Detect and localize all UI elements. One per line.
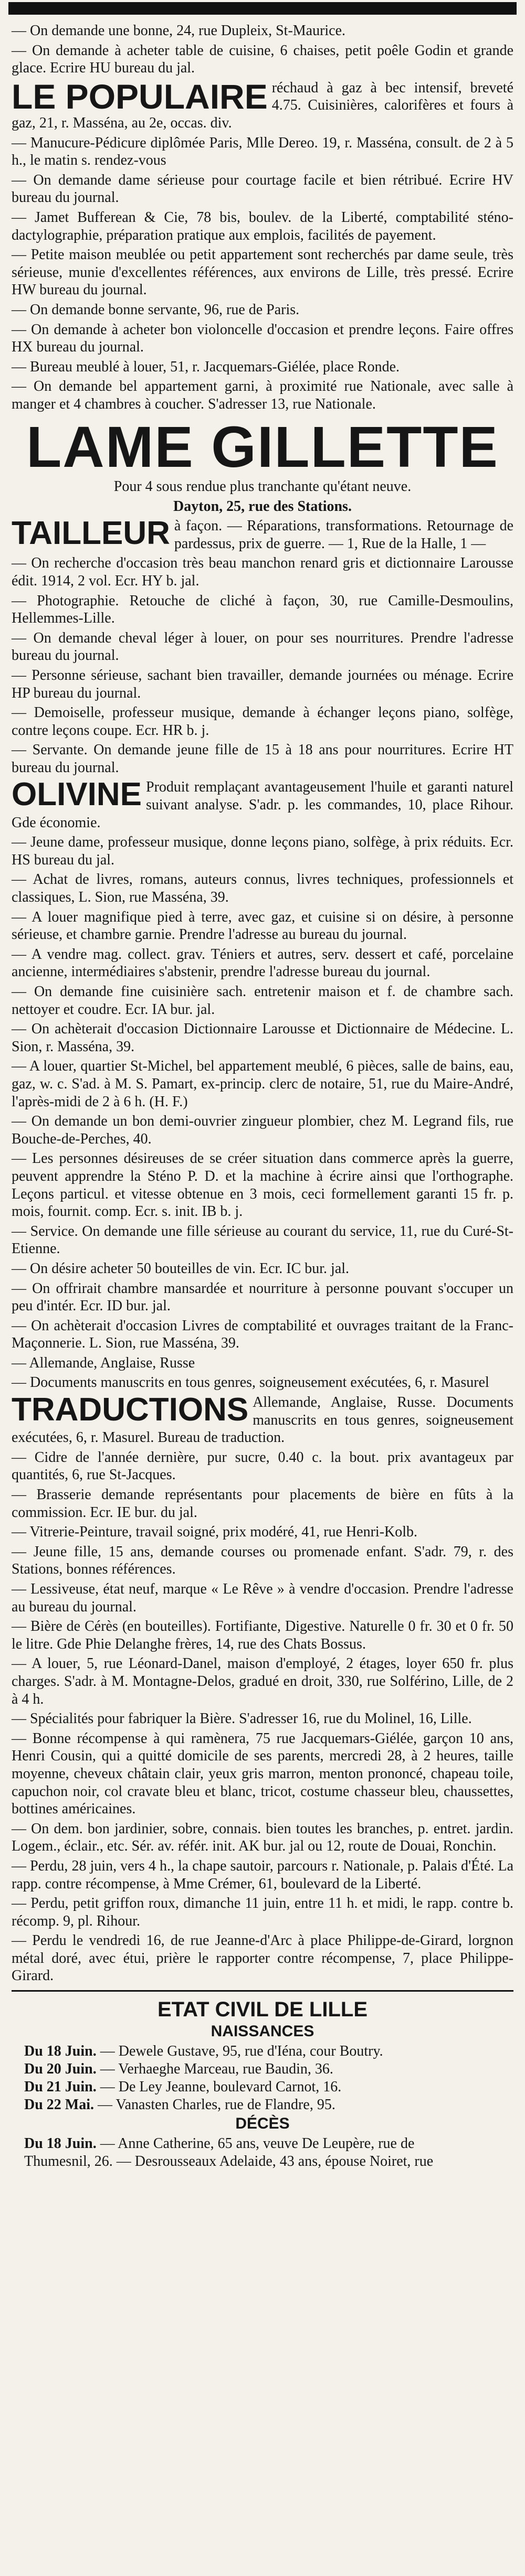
- classified-ad: — On désire acheter 50 bouteilles de vin. Ecr. IC bur. jal.: [12, 1260, 350, 1277]
- etat-civil-title: ETAT CIVIL DE LILLE: [158, 1998, 368, 2022]
- classified-ad: — Jeune fille, 15 ans, demande courses ou promenade enfant. S'adr. 79, r. des Stations, bonnes références.: [12, 1543, 513, 1578]
- death-entry: Du 18 Juin. — Anne Catherine, 65 ans, veuve De Leupère, rue de: [24, 2135, 415, 2152]
- birth-entry: Du 20 Juin. — Verhaeghe Marceau, rue Baudin, 36.: [24, 2061, 333, 2078]
- birth-entry: Du 22 Mai. — Vanasten Charles, rue de Flandre, 95.: [24, 2097, 335, 2113]
- classified-ad: — On demande à acheter table de cuisine, 6 chaises, petit poêle Godin et grande glace. Ecrire HU bureau du jal.: [12, 42, 513, 77]
- classified-ad: — On achèterait d'occasion Dictionnaire Larousse et Dictionnaire de Médecine. L. Sion, r. Masséna, 39.: [12, 1021, 513, 1055]
- classified-ad: — Jamet Bufferean & Cie, 78 bis, boulev. de la Liberté, comptabilité sténo-dactylographie, préparation pratique aux emplois, facilités de payement.: [12, 209, 513, 243]
- lame-gillette-headline: LAME GILLETTE: [26, 415, 499, 480]
- ad-heading: TRADUCTIONS: [12, 1392, 249, 1428]
- birth-entry: Du 21 Juin. — De Ley Jeanne, boulevard Carnot, 16.: [24, 2079, 342, 2096]
- classified-ad: — Cidre de l'année dernière, pur sucre, 0.40 c. la bout. prix avantageux par quantités, 6, rue St-Jacques.: [12, 1449, 513, 1483]
- classified-ad: — Perdu, 28 juin, vers 4 h., la chape sautoir, parcours r. Nationale, p. Palais d'Été. La rapp. contre récompense, à Mme Crémer, 61, boulevard de la Liberté.: [12, 1857, 513, 1892]
- classified-ad: — Spécialités pour fabriquer la Bière. S'adresser 16, rue du Molinel, 16, Lille.: [12, 1711, 472, 1727]
- classifieds-column: [12, 22, 513, 2171]
- death-entry: Thumesnil, 26. — Desrousseaux Adelaide, 43 ans, épouse Noiret, rue: [24, 2153, 434, 2170]
- classified-ad: — A vendre mag. collect. grav. Téniers et autres, serv. dessert et café, porcelaine ancienne, intermédiaires s'abstenir, prendre l'adresse bureau du journal.: [12, 946, 513, 980]
- classified-ad: — Bonne récompense à qui ramènera, 75 rue Jacquemars-Giélée, garçon 10 ans, Henri Cousin, qui a quitté domicile de ses parents, mercredi 28, à 2 heures, taille moyenne, cheveux châtain clair, yeux gris marron, menton prononcé, chapeau toile, capuchon noir, col cravate bleu et blanc, tricot, costume chasseur bleu, chaussettes, bottines américaines.: [12, 1730, 513, 1818]
- classified-ad: — On demande une bonne, 24, rue Dupleix, St-Maurice.: [12, 23, 346, 39]
- classified-ad: — On offrirait chambre mansardée et nourriture à personne pouvant s'occuper un peu d'intér. Ecr. ID bur. jal.: [12, 1280, 513, 1314]
- classified-ad: — Bière de Cérès (en bouteilles). Fortifiante, Digestive. Naturelle 0 fr. 30 et 0 fr. 50 le litre. Gde Phie Delanghe frères, 14, rue des Chats Bossus.: [12, 1618, 513, 1652]
- classified-ad: — Demoiselle, professeur musique, demande à échanger leçons piano, solfège, contre leçons coupe. Ecr. HR b. j.: [12, 704, 513, 739]
- classified-ad: — A louer magnifique pied à terre, avec gaz, et cuisine si on désire, à personne sérieuse, et chambre garnie. Prendre l'adresse au bureau du journal.: [12, 908, 513, 943]
- ad-heading: LE POPULAIRE: [12, 77, 268, 116]
- section-divider: [12, 1990, 513, 1992]
- birth-entry: Du 18 Juin. — Dewele Gustave, 95, rue d'Iéna, cour Boutry.: [24, 2043, 383, 2060]
- classified-ad: — On recherche d'occasion très beau manchon renard gris et dictionnaire Larousse édit. 1914, 2 vol. Ecr. HY b. jal.: [12, 555, 513, 589]
- classified-ad-traductions: TRADUCTIONS Allemande, Anglaise, Russe. Documents manuscrits en tous genres, soigneusement exécutées, 6, r. Masurel. Bureau de traduction.: [12, 1392, 513, 1446]
- classified-ad-olivine: OLIVINE Produit remplaçant avantageusement l'huile et garanti naturel suivant analyse. S'adr. p. les commandes, 10, place Rihour. Gde économie.: [12, 776, 513, 831]
- naissances-heading: NAISSANCES: [211, 2023, 314, 2040]
- classified-ad: — A louer, 5, rue Léonard-Danel, maison d'employé, 2 étages, loyer 650 fr. plus charges. S'adr. à M. Montagne-Delos, gradué en droit, 330, rue Solférino, Lille, de 2 à 4 h.: [12, 1655, 513, 1707]
- classified-ad: — Service. On demande une fille sérieuse au courant du service, 11, rue du Curé-St-Etienne.: [12, 1223, 513, 1257]
- classified-ad: — Servante. On demande jeune fille de 15 à 18 ans pour nourritures. Ecrire HT bureau du journal.: [12, 742, 513, 776]
- classified-ad: — Vitrerie-Peinture, travail soigné, prix modéré, 41, rue Henri-Kolb.: [12, 1524, 418, 1541]
- ad-heading: OLIVINE: [12, 776, 142, 813]
- classified-ad: — On demande un bon demi-ouvrier zingueur plombier, chez M. Legrand fils, rue Bouche-de-Perches, 40.: [12, 1113, 513, 1147]
- classified-ad: — On demande bel appartement garni, à proximité rue Nationale, avec salle à manger et 4 chambres à coucher. S'adresser 13, rue Nationale.: [12, 378, 513, 412]
- top-rule: [8, 2, 517, 15]
- lame-gillette-text: Pour 4 sous rendue plus tranchante qu'étant neuve.: [113, 478, 412, 495]
- classified-ad-tailleur: TAILLEUR à façon. — Réparations, transformations. Retournage de pardessus, prix de guerre. — 1, Rue de la Halle, 1 —: [12, 515, 513, 552]
- classified-ad: — Brasserie demande représentants pour placements de bière en fûts à la commission. Ecr. IE bur. du jal.: [12, 1487, 513, 1521]
- classified-ad: — Manucure-Pédicure diplômée Paris, Mlle Dereo. 19, r. Masséna, consult. de 2 à 5 h., le matin s. rendez-vous: [12, 134, 513, 169]
- classified-ad: — Personne sérieuse, sachant bien travailler, demande journées ou ménage. Ecrire HP bureau du journal.: [12, 667, 513, 701]
- classified-ad: — Allemande, Anglaise, Russe: [12, 1354, 195, 1371]
- lame-gillette-address: Dayton, 25, rue des Stations.: [173, 498, 352, 515]
- classified-ad-le-populaire: LE POPULAIRE réchaud à gaz à bec intensif, breveté 4.75. Cuisinières, calorifères et fours à gaz, 21, r. Masséna, au 2e, occas. div.: [12, 77, 513, 131]
- classified-ad: — Documents manuscrits en tous genres, soigneusement exécutées, 6, r. Masurel: [12, 1374, 489, 1391]
- deces-heading: DÉCÈS: [235, 2115, 290, 2133]
- classified-ad: — On dem. bon jardinier, sobre, connais. bien toutes les branches, p. entret. jardin. Logem., éclair., etc. Sér. av. référ. init. AK bur. jal ou 12, route de Douai, Ronchin.: [12, 1820, 513, 1855]
- classified-ad: — Achat de livres, romans, auteurs connus, livres techniques, professionnels et classiques, L. Sion, rue Masséna, 39.: [12, 871, 513, 906]
- classified-ad: — A louer, quartier St-Michel, bel appartement meublé, 6 pièces, salle de bains, eau, gaz, w. c. S'ad. à M. S. Pamart, ex-princip. clerc de notaire, 51, rue du Maire-André, l'après-midi de 2 à 6 h. (H. F.): [12, 1058, 513, 1110]
- classified-ad: — Jeune dame, professeur musique, donne leçons piano, solfège, à prix réduits. Ecr. HS bureau du jal.: [12, 834, 513, 868]
- classified-ad: — Perdu, petit griffon roux, dimanche 11 juin, entre 11 h. et midi, le rapp. contre b. récomp. 9, pl. Rihour.: [12, 1895, 513, 1929]
- classified-ad: — Lessiveuse, état neuf, marque « Le Rêve » à vendre d'occasion. Prendre l'adresse au bureau du journal.: [12, 1581, 513, 1615]
- classified-ad: — On demande dame sérieuse pour courtage facile et bien rétribué. Ecrire HV bureau du journal.: [12, 172, 513, 206]
- classified-ad: — Petite maison meublée ou petit appartement sont recherchés par dame seule, très sérieuse, munie d'excellentes références, aux environs de Lille, très pressé. Ecrire HW bureau du journal.: [12, 247, 513, 298]
- classified-ad: — On demande cheval léger à louer, on pour ses nourritures. Prendre l'adresse bureau du journal.: [12, 629, 513, 664]
- classified-ad: — On demande à acheter bon violoncelle d'occasion et prendre leçons. Faire offres HX bureau du journal.: [12, 321, 513, 356]
- ad-heading: TAILLEUR: [12, 515, 170, 552]
- classified-ad: — On demande fine cuisinière sach. entretenir maison et f. de chambre sach. nettoyer et coudre. Ecr. IA bur. jal.: [12, 984, 513, 1018]
- classified-ad: — On demande bonne servante, 96, rue de Paris.: [12, 301, 300, 318]
- classified-ad: — Perdu le vendredi 16, de rue Jeanne-d'Arc à place Philippe-de-Girard, lorgnon métal doré, avec étui, prière le rapporter contre récompense, 7, place Philippe-Girard.: [12, 1932, 513, 1984]
- classified-ad: — Bureau meublé à louer, 51, r. Jacquemars-Giélée, place Ronde.: [12, 358, 400, 375]
- classified-ad: — Les personnes désireuses de se créer situation dans commerce après la guerre, peuvent apprendre la Sténo P. D. et la machine à écrire ainsi que l'orthographe. Leçons particul. et vitesse obtenue en 3 mois, ceci formellement garanti 15 fr. p. mois, fournit. comp. Ecr. s. init. IB b. j.: [12, 1150, 513, 1220]
- classified-ad: — Photographie. Retouche de cliché à façon, 30, rue Camille-Desmoulins, Hellemmes-Lille.: [12, 592, 513, 627]
- classified-ad: — On achèterait d'occasion Livres de comptabilité et ouvrages traitant de la Franc-Maçonnerie. L. Sion, rue Masséna, 39.: [12, 1317, 513, 1352]
